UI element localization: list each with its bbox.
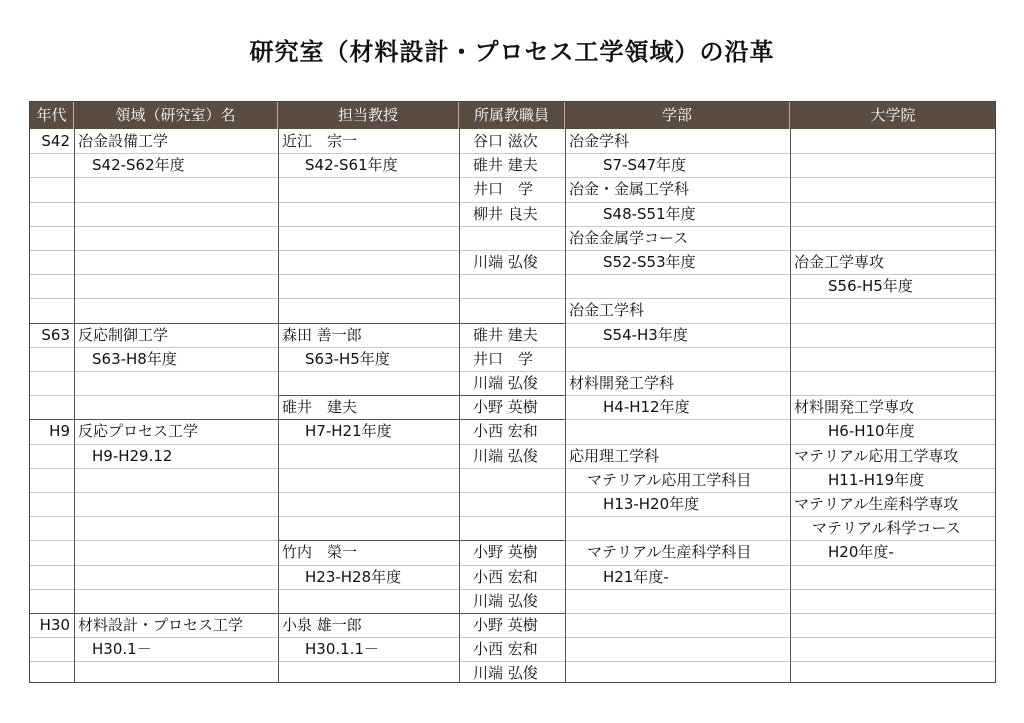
cell-professor: H7-H21年度 <box>305 422 392 441</box>
cell-undergrad: S7-S47年度 <box>603 156 687 175</box>
cell-era: H30 <box>39 616 70 634</box>
cell-staff: 碓井 建夫 <box>473 325 538 344</box>
cell-era: S42 <box>41 132 70 150</box>
cell-professor: 近江 宗一 <box>282 132 358 150</box>
cell-staff: 小西 宏和 <box>473 640 538 659</box>
cell-staff: 川端 弘俊 <box>473 253 538 271</box>
cell-graduate: 材料開発工学専攻 <box>794 398 915 417</box>
cell-staff: 小野 英樹 <box>473 398 538 417</box>
cell-staff: 谷口 滋次 <box>473 132 538 150</box>
cell-lab-name: 反応プロセス工学 <box>78 422 199 441</box>
cell-professor: S42-S61年度 <box>305 156 398 175</box>
history-table <box>29 101 996 683</box>
cell-graduate: マテリアル生産科学専攻 <box>794 495 959 513</box>
cell-undergrad: H13-H20年度 <box>603 495 700 513</box>
cell-professor: 碓井 建夫 <box>282 398 358 417</box>
cell-undergrad: 応用理工学科 <box>569 446 660 465</box>
cell-lab-name: H30.1－ <box>92 640 152 659</box>
cell-lab-name: 材料設計・プロセス工学 <box>78 616 244 634</box>
cell-undergrad: 材料開発工学科 <box>569 374 675 392</box>
column-divider <box>278 129 279 682</box>
cell-lab-name: H9-H29.12 <box>92 446 173 465</box>
header-graduate: 大学院 <box>870 106 916 124</box>
cell-undergrad: H21年度- <box>603 567 669 586</box>
cell-graduate: H6-H10年度 <box>828 422 915 441</box>
cell-undergrad: マテリアル生産科学科目 <box>587 543 752 562</box>
cell-professor: H23-H28年度 <box>305 567 402 586</box>
cell-professor: 森田 善一郎 <box>282 325 362 344</box>
cell-professor: 竹内 榮一 <box>282 543 358 562</box>
cell-staff: 川端 弘俊 <box>473 446 538 465</box>
cell-professor: 小泉 雄一郎 <box>282 616 362 634</box>
cell-graduate: マテリアル応用工学専攻 <box>794 446 959 465</box>
cell-staff: 川端 弘俊 <box>473 664 538 683</box>
cell-graduate: 冶金工学専攻 <box>794 253 885 271</box>
cell-undergrad: S48-S51年度 <box>603 204 696 223</box>
cell-era: H9 <box>49 422 70 441</box>
cell-staff: 碓井 建夫 <box>473 156 538 175</box>
header-professor: 担当教授 <box>278 102 459 129</box>
cell-graduate: S56-H5年度 <box>828 277 913 296</box>
cell-lab-name: 冶金設備工学 <box>78 132 169 150</box>
cell-professor: S63-H5年度 <box>305 349 390 368</box>
cell-undergrad: 冶金学科 <box>569 132 630 150</box>
cell-era: S63 <box>41 325 70 344</box>
cell-staff: 川端 弘俊 <box>473 591 538 610</box>
cell-staff: 柳井 良夫 <box>473 204 538 223</box>
cell-lab-name: S63-H8年度 <box>92 349 177 368</box>
column-divider <box>565 129 566 682</box>
cell-staff: 小西 宏和 <box>473 567 538 586</box>
header-undergrad: 学部 <box>565 102 790 129</box>
page-title: 研究室（材料設計・プロセス工学領域）の沿革 <box>249 38 775 66</box>
header-staff: 所属教職員 <box>459 102 565 129</box>
cell-staff: 小野 英樹 <box>473 543 538 562</box>
cell-undergrad: マテリアル応用工学科目 <box>587 470 752 489</box>
cell-undergrad: S52-S53年度 <box>603 253 696 271</box>
cell-undergrad: S54-H3年度 <box>603 325 688 344</box>
row-separator <box>30 226 995 227</box>
cell-graduate: H20年度- <box>828 543 894 562</box>
cell-lab-name: S42-S62年度 <box>92 156 185 175</box>
cell-lab-name: 反応制御工学 <box>78 325 169 344</box>
cell-graduate: H11-H19年度 <box>828 470 925 489</box>
header-lab-name: 領域（研究室）名 <box>74 102 278 129</box>
row-separator <box>30 298 995 299</box>
column-divider <box>790 129 791 682</box>
cell-graduate: マテリアル科学コース <box>812 519 961 538</box>
cell-undergrad: 冶金工学科 <box>569 301 645 320</box>
cell-professor: H30.1.1－ <box>305 640 379 659</box>
cell-staff: 小西 宏和 <box>473 422 538 441</box>
cell-undergrad: 冶金・金属工学科 <box>569 180 690 199</box>
column-divider <box>459 129 460 682</box>
table-header <box>30 102 995 129</box>
cell-staff: 井口 学 <box>473 349 534 368</box>
column-divider <box>74 129 75 682</box>
cell-undergrad: 冶金金属学コース <box>569 228 689 247</box>
cell-undergrad: H4-H12年度 <box>603 398 690 417</box>
cell-staff: 川端 弘俊 <box>473 374 538 392</box>
header-era: 年代 <box>30 102 74 129</box>
cell-staff: 井口 学 <box>473 180 534 199</box>
cell-staff: 小野 英樹 <box>473 616 538 634</box>
